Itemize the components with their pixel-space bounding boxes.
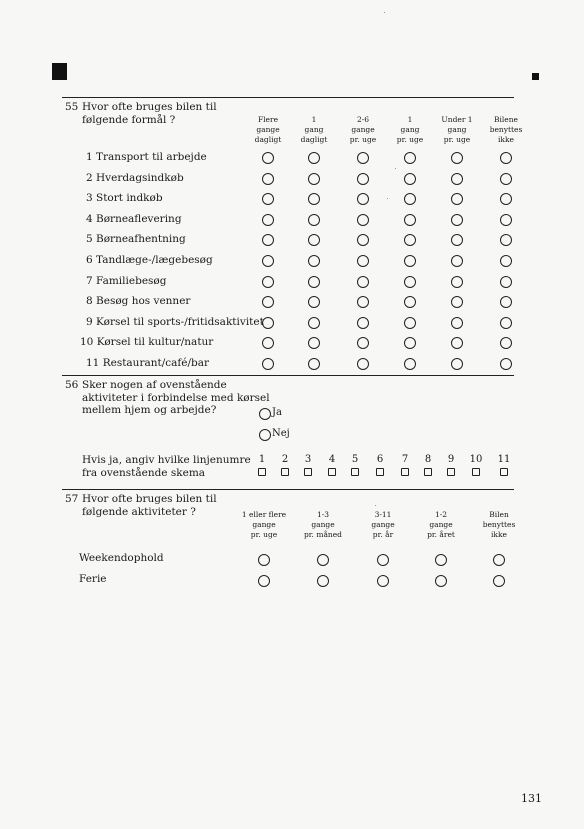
answer-radio[interactable] [404,214,416,226]
option-nej-radio[interactable] [259,429,271,441]
answer-radio[interactable] [357,276,369,288]
question-number: 57 [65,493,79,505]
row-label: 5 Børneafhentning [86,233,186,246]
answer-radio[interactable] [500,276,512,288]
answer-radio[interactable] [404,296,416,308]
line-number-label: 1 [258,454,266,465]
row-label: 10 Kørsel til kultur/natur [80,336,214,349]
answer-radio[interactable] [308,173,320,185]
line-number-checkbox[interactable] [447,468,455,476]
answer-radio[interactable] [308,214,320,226]
scan-speck [384,12,385,13]
column-header: 3-11 gange pr. år [371,510,395,539]
row-label: Ferie [79,573,107,585]
column-header: Bilene benyttes ikke [489,115,523,144]
line-number-checkbox[interactable] [424,468,432,476]
answer-radio[interactable] [258,554,270,566]
answer-radio[interactable] [404,234,416,246]
column-header: 1 eller flere gange pr. uge [241,510,287,539]
answer-radio[interactable] [493,554,505,566]
answer-radio[interactable] [357,193,369,205]
section-divider [62,97,514,98]
row-label: 11 Restaurant/café/bar [86,357,210,369]
row-label: 2 Hverdagsindkøb [86,171,184,184]
answer-radio[interactable] [500,296,512,308]
answer-radio[interactable] [451,317,463,329]
answer-radio[interactable] [262,152,274,164]
answer-radio[interactable] [377,554,389,566]
section-divider [62,489,514,490]
answer-radio[interactable] [404,152,416,164]
answer-radio[interactable] [451,193,463,205]
answer-radio[interactable] [451,214,463,226]
line-number-label: 10 [469,454,483,465]
answer-radio[interactable] [451,358,463,370]
column-header: 1-2 gange pr. året [427,510,455,539]
answer-radio[interactable] [357,214,369,226]
column-header: Bilen benyttes ikke [482,510,516,539]
row-label: 4 Børneaflevering [86,212,182,225]
answer-radio[interactable] [308,234,320,246]
answer-radio[interactable] [262,276,274,288]
answer-radio[interactable] [404,358,416,370]
answer-radio[interactable] [262,337,274,349]
line-number-checkbox[interactable] [328,468,336,476]
answer-radio[interactable] [500,193,512,205]
answer-radio[interactable] [357,255,369,267]
answer-radio[interactable] [262,358,274,370]
answer-radio[interactable] [357,152,369,164]
line-number-label: 5 [351,454,359,465]
line-number-checkbox[interactable] [351,468,359,476]
answer-radio[interactable] [404,317,416,329]
option-nej-label: Nej [272,428,290,439]
question-number: 56 [65,379,79,391]
line-number-label: 3 [304,454,312,465]
answer-radio[interactable] [493,575,505,587]
answer-radio[interactable] [308,317,320,329]
answer-radio[interactable] [451,152,463,164]
registration-mark-small [532,73,539,80]
line-number-checkbox[interactable] [401,468,409,476]
column-header: 2-6 gange pr. uge [349,115,377,144]
answer-radio[interactable] [262,173,274,185]
column-header: 1 gang pr. uge [396,115,424,144]
column-header: 1-3 gange pr. måned [304,510,342,539]
answer-radio[interactable] [357,234,369,246]
line-number-label: 11 [497,454,511,465]
answer-radio[interactable] [500,214,512,226]
answer-radio[interactable] [317,575,329,587]
answer-radio[interactable] [451,337,463,349]
answer-radio[interactable] [262,193,274,205]
answer-radio[interactable] [262,255,274,267]
answer-radio[interactable] [308,193,320,205]
option-ja-radio[interactable] [259,408,271,420]
answer-radio[interactable] [435,554,447,566]
answer-radio[interactable] [451,234,463,246]
answer-radio[interactable] [357,337,369,349]
question-text: Hvor ofte bruges bilen til følgende formål ? [82,101,217,126]
answer-radio[interactable] [308,255,320,267]
answer-radio[interactable] [357,358,369,370]
answer-radio[interactable] [451,276,463,288]
answer-radio[interactable] [404,276,416,288]
line-number-label: 6 [376,454,384,465]
answer-radio[interactable] [377,575,389,587]
answer-radio[interactable] [357,173,369,185]
line-number-checkbox[interactable] [281,468,289,476]
answer-radio[interactable] [308,296,320,308]
answer-radio[interactable] [500,255,512,267]
answer-radio[interactable] [500,234,512,246]
answer-radio[interactable] [262,317,274,329]
answer-radio[interactable] [262,214,274,226]
answer-radio[interactable] [308,337,320,349]
answer-radio[interactable] [262,296,274,308]
line-number-checkbox[interactable] [376,468,384,476]
scan-speck [375,505,376,506]
registration-mark [52,63,67,80]
column-header: Under 1 gang pr. uge [441,115,473,144]
scan-speck [395,168,396,169]
line-number-label: 9 [447,454,455,465]
answer-radio[interactable] [451,255,463,267]
answer-radio[interactable] [451,173,463,185]
row-label: 6 Tandlæge-/lægebesøg [86,254,213,266]
answer-radio[interactable] [308,152,320,164]
line-number-label: 8 [424,454,432,465]
answer-radio[interactable] [500,358,512,370]
answer-radio[interactable] [500,173,512,185]
section-divider [62,375,514,376]
row-label: 7 Familiebesøg [86,274,167,287]
line-number-label: 7 [401,454,409,465]
row-label: 9 Kørsel til sports-/fritidsaktivitet [86,315,264,328]
column-header: 1 gang dagligt [300,115,328,144]
answer-radio[interactable] [357,296,369,308]
row-label: 1 Transport til arbejde [86,151,207,163]
page-number: 131 [521,792,542,805]
answer-radio[interactable] [500,317,512,329]
answer-radio[interactable] [404,193,416,205]
question-number: 55 [65,101,79,113]
answer-radio[interactable] [308,358,320,370]
question-text: Hvor ofte bruges bilen til følgende aktiviteter ? [82,493,217,518]
line-number-checkbox[interactable] [258,468,266,476]
answer-radio[interactable] [451,296,463,308]
option-ja-label: Ja [272,407,282,418]
line-number-label: 4 [328,454,336,465]
answer-radio[interactable] [357,317,369,329]
answer-radio[interactable] [308,276,320,288]
followup-text: Hvis ja, angiv hvilke linjenumre fra ovenstående skema [82,454,251,479]
question-text: Sker nogen af ovenstående aktiviteter i forbindelse med kørsel mellem hjem og arbejde? [82,379,270,416]
answer-radio[interactable] [500,152,512,164]
scan-speck [387,198,388,199]
column-header: Flere gange dagligt [254,115,282,144]
row-label: Weekendophold [79,552,164,564]
answer-radio[interactable] [404,255,416,267]
line-number-label: 2 [281,454,289,465]
line-number-checkbox[interactable] [304,468,312,476]
answer-radio[interactable] [404,337,416,349]
row-label: 3 Stort indkøb [86,192,163,205]
answer-radio[interactable] [262,234,274,246]
row-label: 8 Besøg hos venner [86,295,191,308]
answer-radio[interactable] [258,575,270,587]
answer-radio[interactable] [317,554,329,566]
answer-radio[interactable] [435,575,447,587]
answer-radio[interactable] [404,173,416,185]
line-number-checkbox[interactable] [500,468,508,476]
line-number-checkbox[interactable] [472,468,480,476]
answer-radio[interactable] [500,337,512,349]
